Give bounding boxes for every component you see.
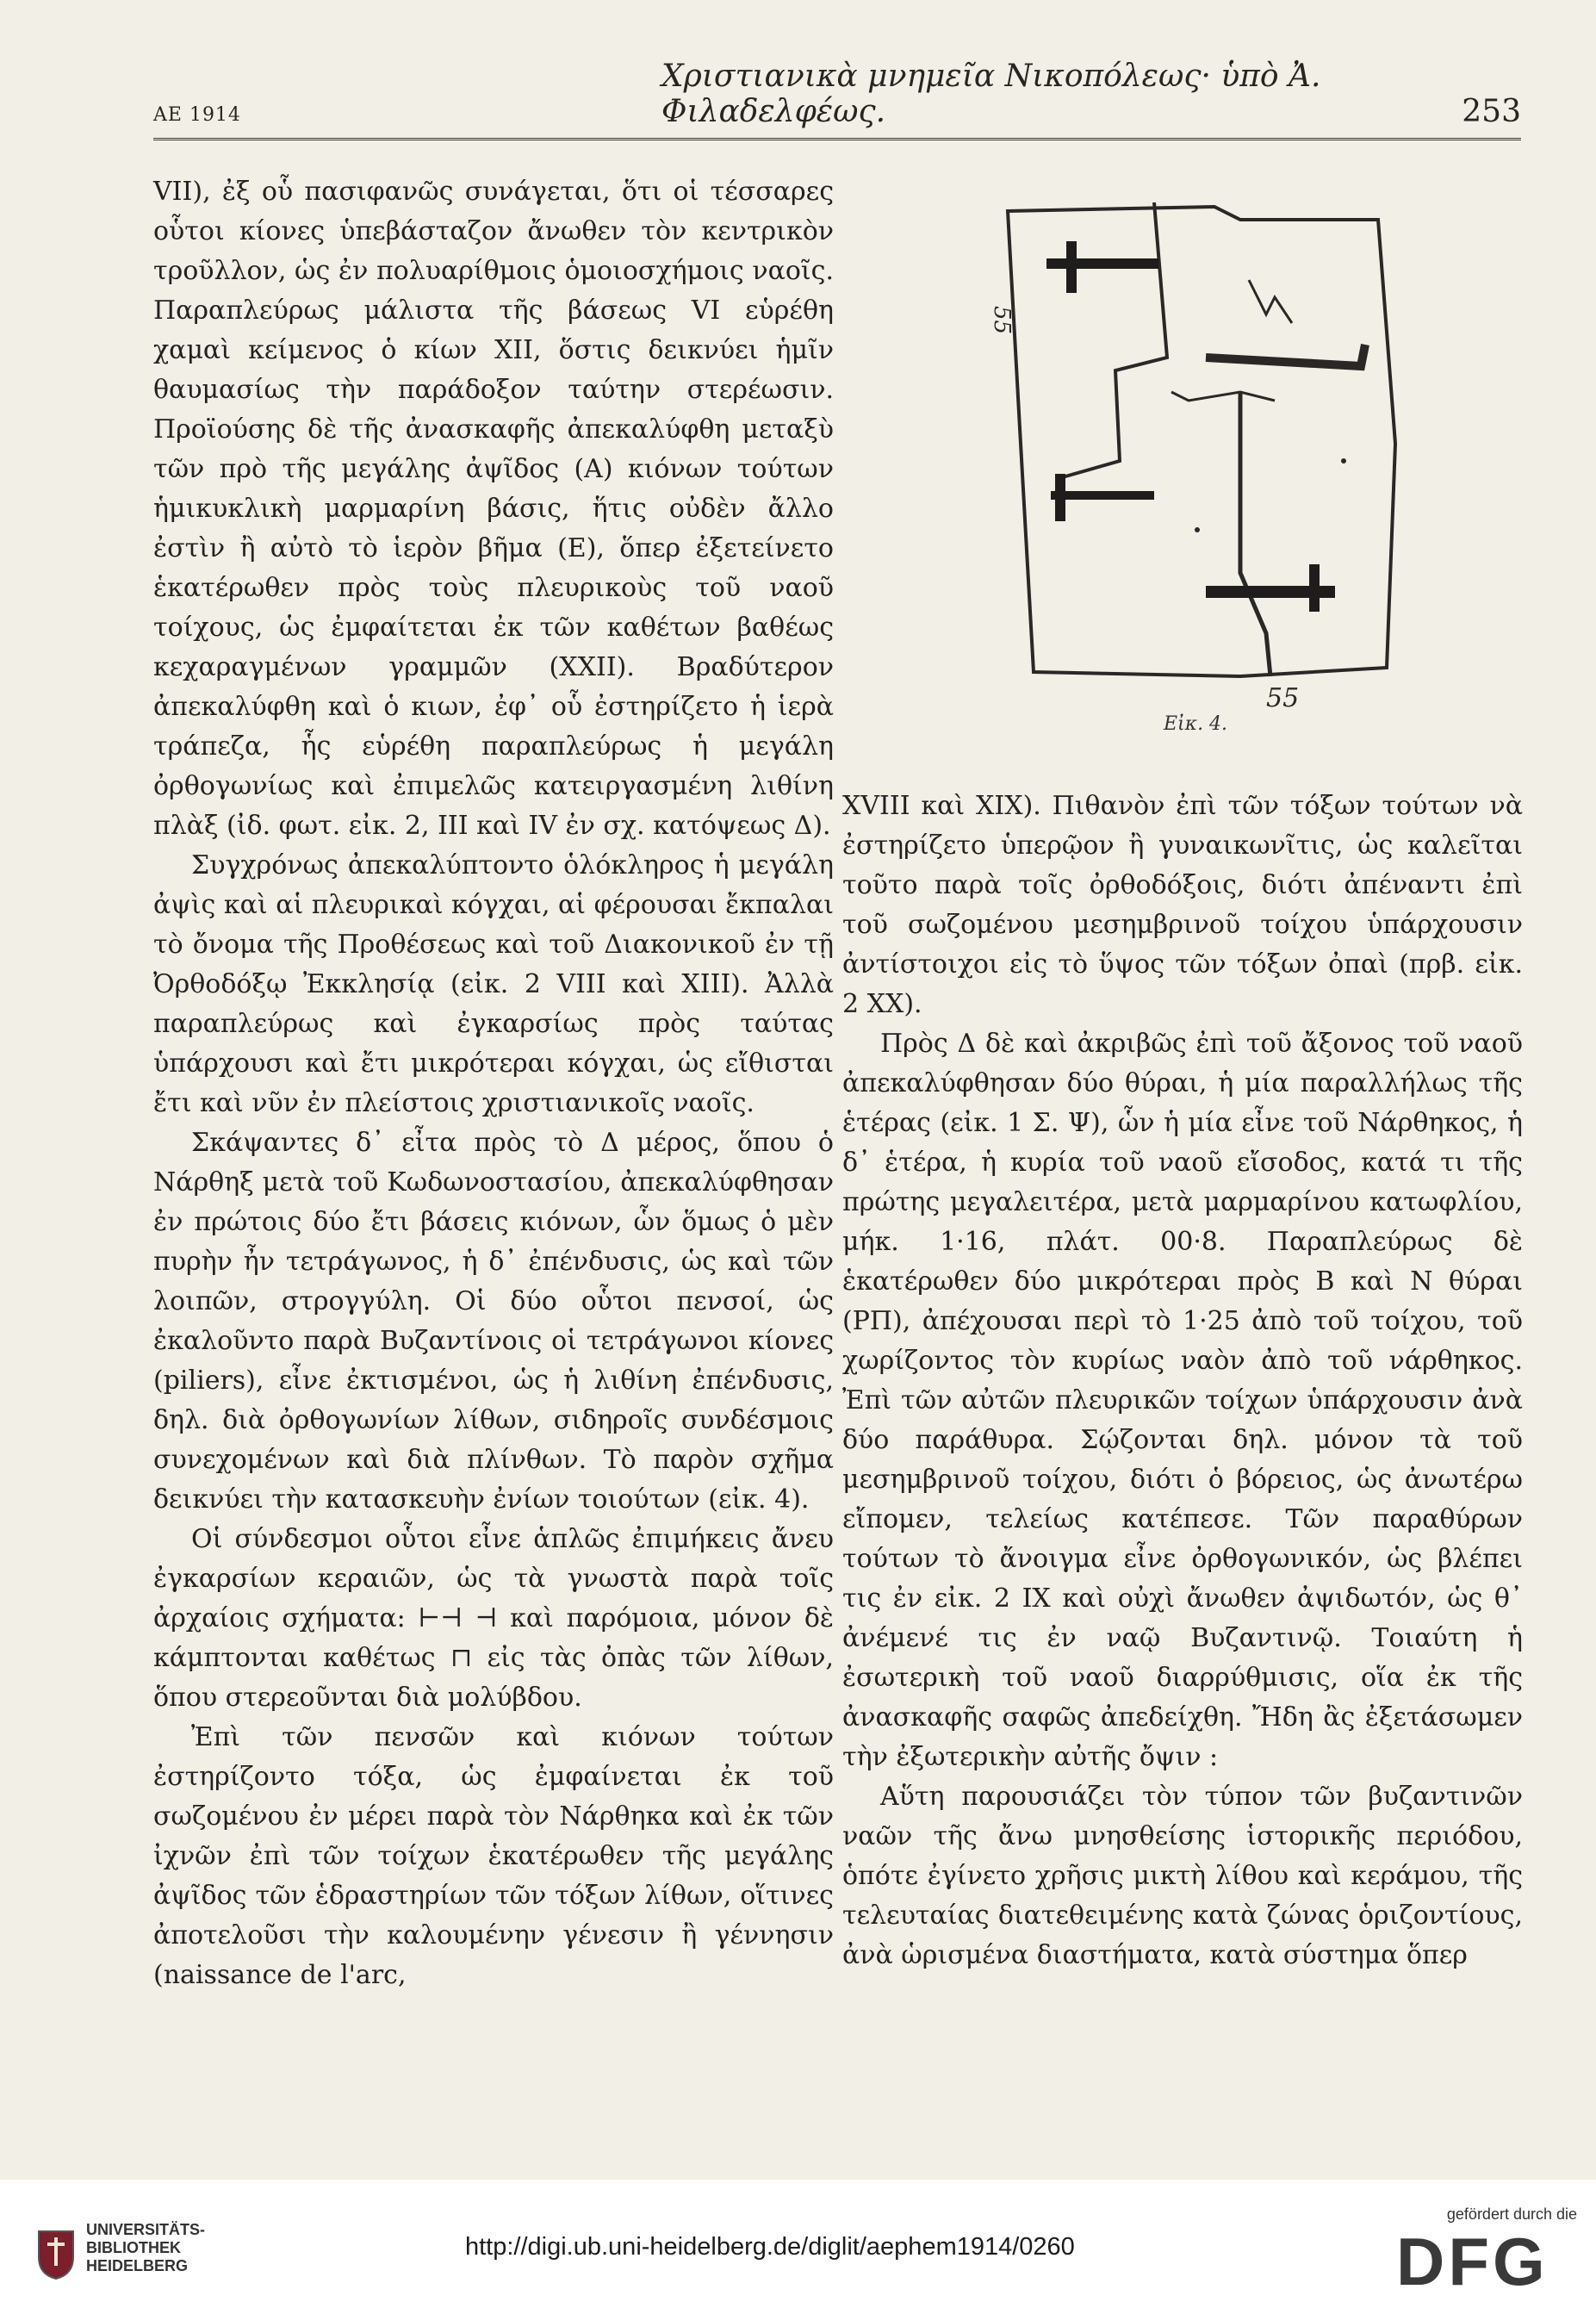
funding-note: gefördert durch die bbox=[1446, 2205, 1577, 2223]
joint-line bbox=[1171, 392, 1275, 401]
iron-clamp-pin bbox=[1309, 564, 1320, 612]
iron-clamp bbox=[1046, 258, 1158, 269]
paragraph: Σκάψαντες δ᾽ εἶτα πρὸς τὸ Δ μέρος, ὅπου ὁ Νάρθηξ μετὰ τοῦ Κωδωνοστασίου, ἀπεκαλύφθησαν ἐν πρώτοις δύο ἔτι βάσεις κιόνων, ὧν ὅμως ὁ μὲν πυρὴν ἦν τετράγωνος, ἡ δ᾽ ἐπένδυσις, ὡς καὶ τῶν λοιπῶν, στρογγύλη. Οἱ δύο οὗτοι πενσοί, ὡς ἐκαλοῦντο παρὰ Βυζαντίνοις οἱ τετράγωνοι κίονες (piliers), εἶνε ἐκτισμένοι, ὡς ἡ λιθίνη ἐπένδυσις, δηλ. διὰ ὀρθογωνίων λίθων, σιδηροῖς συνδέσμοις συνεχομένων καὶ διὰ πλίνθων. Τὸ παρὸν σχῆμα δεικνύει τὴν κατασκευὴν ἐνίων τοιούτων (εἰκ. 4). bbox=[153, 1128, 834, 1515]
joint-line-shaded bbox=[1206, 345, 1365, 366]
svg-text:DFG: DFG bbox=[1396, 2228, 1549, 2293]
university-seal-icon bbox=[34, 2227, 78, 2280]
source-url[interactable]: http://digi.ub.uni-heidelberg.de/diglit/aephem1914/0260 bbox=[465, 2233, 1075, 2261]
page-number: 253 bbox=[1462, 94, 1521, 129]
sketch-note: 55 bbox=[989, 306, 1015, 335]
article-title: Χριστιανικὰ μνημεῖα Νικοπόλεως· ὑπὸ Ἀ. Φιλαδελφέως. bbox=[661, 59, 1321, 129]
paragraph: Οἱ σύνδεσμοι οὗτοι εἶνε ἁπλῶς ἐπιμήκεις ἄνευ ἐγκαρσίων κεραιῶν, ὡς τὰ γνωστὰ παρὰ τοῖς ἀρχαίοις σχήματα: ⊢⊣ ⊣ καὶ παρόμοια, μόνον δὲ κάμπτονται καθέτως ⊓ εἰς τὰς ὀπὰς τῶν λίθων, ὅπου στερεοῦνται διὰ μολύβδου. bbox=[153, 1524, 834, 1713]
journal-label: ΑΕ 1914 bbox=[153, 104, 241, 126]
paragraph: VII), ἐξ οὗ πασιφανῶς συνάγεται, ὅτι οἱ τέσσαρες οὗτοι κίονες ὑπεβάσταζον ἄνωθεν τὸν κεντρικὸν τροῦλλον, ὡς ἐν πολυαρίθμοις ὁμοιοσχήμοις ναοῖς. Παραπλεύρως μάλιστα τῆς βάσεως VI εὑρέθη χαμαὶ κείμενος ὁ κίων XII, ὅστις δεικνύει ἡμῖν θαυμασίως τὴν παράδοξον ταύτην στερέωσιν. Προϊούσης δὲ τῆς ἀνασκαφῆς ἀπεκαλύφθη μεταξὺ τῶν πρὸ τῆς μεγάλης ἀψῖδος (Α) κιόνων τούτων ἡμικυκλικὴ μαρμαρίνη βάσις, ἥτις οὐδὲν ἄλλο ἐστὶν ἢ αὐτὸ τὸ ἱερὸν βῆμα (Ε), ὅπερ ἐξετείνετο ἑκατέρωθεν πρὸς τοὺς πλευρικοὺς τοῦ ναοῦ τοίχους, ὡς ἐμφαίτεται ἐκ τῶν καθέτων βαθέως κεχαραγμένων γραμμῶν (XXII). Βραδύτερον ἀπεκαλύφθη καὶ ὁ κιων, ἐφ᾽ οὗ ἐστηρίζετο ἡ ἱερὰ τράπεζα, ἧς εὑρέθη παραπλεύρως ἡ μεγάλη ὀρθογωνίως καὶ ἐπιμελῶς κατειργασμένη λιθίνη πλὰξ (ἰδ. φωτ. εἰκ. 2, III καὶ IV ἐν σχ. κατόψεως Δ). bbox=[153, 177, 834, 841]
paragraph: Αὕτη παρουσιάζει τὸν τύπον τῶν βυζαντινῶν ναῶν τῆς ἄνω μνησθείσης ἱστορικῆς περιόδου, ὁπότε ἐγίνετο χρῆσις μικτὴ λίθου καὶ κεράμου, τῆς τελευταίας διατεθειμένης κατὰ ζώνας ὁριζοντίους, ἀνὰ ὡρισμένα διαστήματα, κατὰ σύστημα ὅπερ bbox=[842, 1782, 1523, 1970]
left-text-column bbox=[153, 172, 834, 1995]
pier-sketch-figure bbox=[982, 185, 1413, 719]
paragraph: XVIII καὶ XIX). Πιθανὸν ἐπὶ τῶν τόξων τούτων νὰ ἐστηρίζετο ὑπερῷον ἢ γυναικωνῖτις, ὡς καλεῖται τοῦτο παρὰ τοῖς ὀρθοδόξοις, διότι ἀπέναντι ἐπὶ τοῦ σωζομένου μεσημβρινοῦ τοίχου ὑπάρχουσιν ἀντίστοιχοι εἰς τὸ ὕψος τῶν τόξων ὀπαὶ (πρβ. εἰκ. 2 XX). bbox=[842, 791, 1523, 1019]
dfg-logo-icon bbox=[1396, 2228, 1577, 2293]
sketch-note: 55 bbox=[1266, 683, 1300, 713]
library-footer bbox=[0, 2180, 1596, 2308]
block-outline bbox=[1008, 207, 1395, 676]
right-text-column bbox=[842, 787, 1523, 1975]
iron-clamp bbox=[1051, 491, 1154, 500]
figure-caption: Εἰκ. 4. bbox=[1163, 713, 1228, 735]
university-library-name: UNIVERSITÄTS- BIBLIOTHEK HEIDELBERG bbox=[86, 2221, 206, 2274]
iron-clamp-pin bbox=[1066, 241, 1077, 293]
hatch-mark bbox=[1249, 280, 1292, 323]
iron-clamp-pin bbox=[1055, 474, 1065, 521]
paragraph: Συγχρόνως ἀπεκαλύπτοντο ὁλόκληρος ἡ μεγάλη ἀψὶς καὶ αἱ πλευρικαὶ κόγχαι, αἱ φέρουσαι ἔκπαλαι τὸ ὄνομα τῆς Προθέσεως καὶ τοῦ Διακονικοῦ ἐν τῇ Ὀρθοδόξῳ Ἐκκλησίᾳ (εἰκ. 2 VIII καὶ XIII). Ἀλλὰ παραπλεύρως καὶ ἐγκαρσίως πρὸς ταύτας ὑπάρχουσι καὶ ἔτι μικρότεραι κόγχαι, ὡς εἴθισται ἔτι καὶ νῦν ἐν πλείστοις χριστιανικοῖς ναοῖς. bbox=[153, 850, 834, 1118]
running-header bbox=[153, 59, 1521, 140]
paragraph: Ἐπὶ τῶν πενσῶν καὶ κιόνων τούτων ἐστηρίζοντο τόξα, ὡς ἐμφαίνεται ἐκ τοῦ σωζομένου ἐν μέρει παρὰ τὸν Νάρθηκα καὶ ἐκ τῶν ἰχνῶν ἐπὶ τῶν τοίχων ἑκατέρωθεν τῆς μεγάλης ἀψῖδος τῶν ἑδραστηρίων τῶν τόξων λίθων, οἵτινες ἀποτελοῦσι τὴν καλουμένην γένεσιν ἢ γέννησιν (naissance de l'arc, bbox=[153, 1722, 834, 1990]
joint-line bbox=[1240, 392, 1270, 676]
paragraph: Πρὸς Δ δὲ καὶ ἀκριβῶς ἐπὶ τοῦ ἄξονος τοῦ ναοῦ ἀπεκαλύφθησαν δύο θύραι, ἡ μία παραλλήλως τῆς ἑτέρας (εἰκ. 1 Σ. Ψ), ὧν ἡ μία εἶνε τοῦ Νάρθηκος, ἡ δ᾽ ἑτέρα, ἡ κυρία τοῦ ναοῦ εἴσοδος, κατά τι τῆς πρώτης μεγαλειτέρα, μετὰ μαρμαρίνου κατωφλίου, μήκ. 1·16, πλάτ. 00·8. Παραπλεύρως δὲ ἑκατέρωθεν δύο μικρότεραι πρὸς Β καὶ Ν θύραι (ΡΠ), ἀπέχουσαι περὶ τὸ 1·25 ἀπὸ τοῦ τοίχου, τοῦ χωρίζοντος τὸν κυρίως ναὸν ἀπὸ τοῦ νάρθηκος. Ἐπὶ τῶν αὐτῶν πλευρικῶν τοίχων ὑπάρχουσιν ἀνὰ δύο παράθυρα. Σῴζονται δηλ. μόνον τὰ τοῦ μεσημβρινοῦ τοίχου, διότι ὁ βόρειος, ὡς ἀνωτέρω εἴπομεν, τελείως κατέπεσε. Τῶν παραθύρων τούτων τὸ ἄνοιγμα εἶνε ὀρθογωνικόν, ὡς βλέπει τις ἐν εἰκ. 2 IX καὶ οὐχὶ ἄνωθεν ἀψιδωτόν, ὡς θ᾽ ἀνέμενέ τις ἐν ναῷ Βυζαντινῷ. Τοιαύτη ἡ ἐσωτερικὴ τοῦ ναοῦ διαρρύθμισις, οἵα ἐκ τῆς ἀνασκαφῆς σαφῶς ἀπεδείχθη. Ἤδη ἂς ἐξετάσωμεν τὴν ἐξωτερικὴν αὐτῆς ὄψιν : bbox=[842, 1029, 1523, 1772]
